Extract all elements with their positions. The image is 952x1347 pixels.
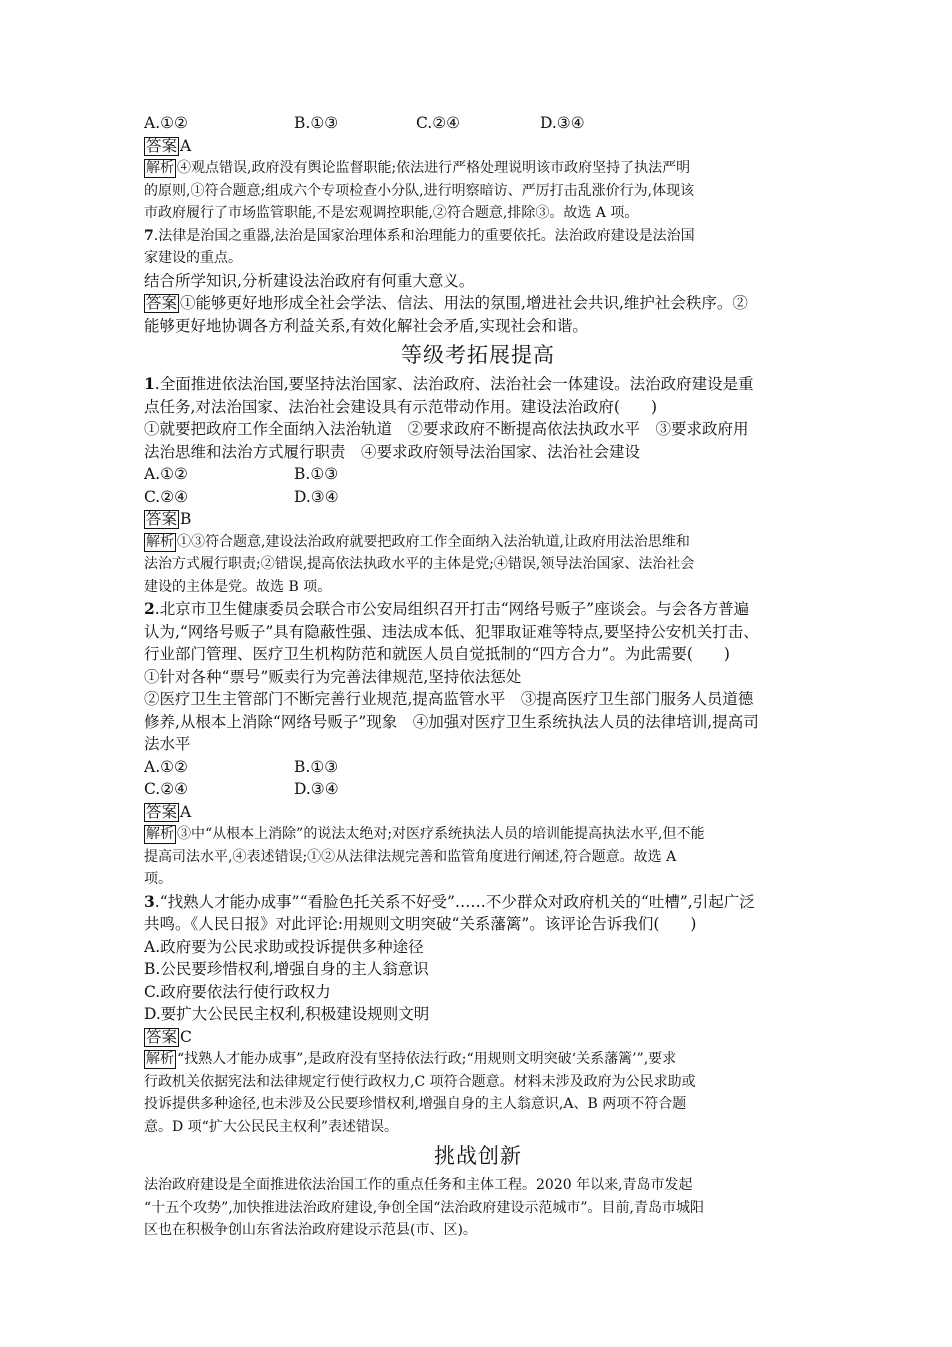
s3-stem-line: 共鸣。《人民日报》对此评论:用规则文明突破“关系藩篱”。该评论告诉我们( ) bbox=[144, 915, 697, 933]
s2-item-line: 修养,从根本上消除“网络号贩子”现象 ④加强对医疗卫生系统执法人员的法律培训,提高司 bbox=[144, 712, 759, 731]
q6-analysis-line: 的原则,①符合题意;组成六个专项检查小分队,进行明察暗访、严厉打击乱涨价行为,体现该 bbox=[144, 182, 695, 199]
s1-option-d: D.③④ bbox=[294, 487, 339, 506]
s1-analysis-line: ①③符合题意,建设法治政府就要把政府工作全面纳入法治轨道,让政府用法治思维和 bbox=[177, 533, 690, 550]
s1-stem-line: 点任务,对法治国家、法治社会建设具有示范带动作用。建设法治政府( ) bbox=[144, 397, 658, 416]
answer-label: 答案 bbox=[146, 510, 178, 528]
s2-options-row bbox=[144, 756, 812, 779]
s3-number: 3 bbox=[144, 891, 155, 911]
s1-analysis-line: 建设的主体是党。故选 B 项。 bbox=[144, 578, 332, 595]
s1-analysis-line: 法治方式履行职责;②错误,提高依法执政水平的主体是党;④错误,领导法治国家、法治社会 bbox=[144, 556, 695, 572]
analysis-label: 解析 bbox=[146, 1051, 174, 1067]
document-page bbox=[144, 112, 812, 1242]
s1-option-b: B.①③ bbox=[294, 465, 339, 483]
s2-answer bbox=[144, 801, 812, 824]
s1-stem bbox=[144, 373, 812, 396]
answer-label: 答案 bbox=[146, 294, 178, 312]
q7-stem-line: .法律是治国之重器,法治是国家治理体系和治理能力的重要依托。法治政府建设是法治国 bbox=[153, 227, 695, 244]
s3-analysis-line: 意。D 项“扩大公民民主权利”表述错误。 bbox=[144, 1118, 398, 1135]
answer-label: 答案 bbox=[146, 136, 178, 155]
q6-option-c: C.②④ bbox=[416, 114, 461, 132]
q7-answer bbox=[144, 292, 812, 315]
s2-option-a: A.①② bbox=[144, 757, 188, 776]
q6-analysis-line: 市政府履行了市场监管职能,不是宏观调控职能,②符合题意,排除③。故选 A 项。 bbox=[144, 205, 639, 221]
s2-options-row bbox=[144, 778, 812, 801]
q6-answer bbox=[144, 135, 812, 158]
analysis-label: 解析 bbox=[146, 160, 174, 176]
section-title-extension: 等级考拓展提高 bbox=[401, 343, 555, 367]
s2-item-line: ②医疗卫生主管部门不断完善行业规范,提高监管水平 ③提高医疗卫生部门服务人员道德 bbox=[144, 690, 754, 708]
answer-label: 答案 bbox=[146, 1027, 178, 1046]
s3-answer bbox=[144, 1026, 812, 1049]
analysis-label: 解析 bbox=[146, 533, 174, 550]
answer-label: 答案 bbox=[146, 802, 178, 821]
s1-option-a: A.①② bbox=[144, 465, 188, 483]
q7-answer-line: ①能够更好地形成全社会学法、信法、用法的氛围,增进社会共识,维护社会秩序。② bbox=[180, 294, 748, 312]
s2-stem bbox=[144, 598, 812, 621]
q6-analysis bbox=[144, 157, 812, 180]
challenge-line: “十五个攻势”,加快推进法治政府建设,争创全国“法治政府建设示范城市”。目前,青岛市城阳 bbox=[144, 1199, 704, 1216]
s2-item-line: ①针对各种“票号”贩卖行为完善法律规范,坚持依法惩处 bbox=[144, 667, 522, 686]
s3-option-c: C.政府要依法行使行政权力 bbox=[144, 982, 331, 1001]
s2-option-c: C.②④ bbox=[144, 780, 189, 798]
s1-options-row bbox=[144, 463, 812, 486]
s1-item-line: 法治思维和法治方式履行职责 ④要求政府领导法治国家、法治社会建设 bbox=[144, 442, 641, 461]
s2-stem-line: 认为,“网络号贩子”具有隐蔽性强、违法成本低、犯罪取证难等特点,要坚持公安机关打击、 bbox=[144, 622, 759, 641]
q6-option-d: D.③④ bbox=[540, 114, 585, 132]
s2-analysis-line: ③中“从根本上消除”的说法太绝对;对医疗系统执法人员的培训能提高执法水平,但不能 bbox=[177, 826, 705, 842]
s1-item-line: ①就要把政府工作全面纳入法治轨道 ②要求政府不断提高依法执政水平 ③要求政府用 bbox=[144, 420, 749, 438]
s2-analysis-line: 提高司法水平,④表述错误;①②从法律法规完善和监管角度进行阐述,符合题意。故选 A bbox=[144, 848, 677, 865]
q6-option-a: A.①② bbox=[144, 114, 188, 132]
s3-stem bbox=[144, 891, 812, 914]
q6-answer-value: A bbox=[180, 136, 192, 155]
s1-number: 1 bbox=[144, 374, 155, 393]
q7-question: 结合所学知识,分析建设法治政府有何重大意义。 bbox=[144, 271, 475, 290]
s3-answer-value: C bbox=[180, 1027, 192, 1046]
s1-option-c: C.②④ bbox=[144, 487, 189, 506]
s2-analysis-line: 项。 bbox=[144, 871, 172, 887]
s3-analysis-line: 投诉提供多种途径,也未涉及公民要珍惜权利,增强自身的主人翁意识,A、B 两项不符合题 bbox=[144, 1096, 687, 1112]
s3-option-a: A.政府要为公民求助或投诉提供多种途径 bbox=[144, 937, 424, 956]
s1-answer-value: B bbox=[180, 510, 192, 528]
s2-number: 2 bbox=[144, 599, 155, 618]
analysis-label: 解析 bbox=[146, 826, 174, 842]
s2-item-line: 法水平 bbox=[144, 735, 191, 753]
q7-stem-line: 家建设的重点。 bbox=[144, 250, 242, 266]
s2-option-b: B.①③ bbox=[294, 757, 339, 776]
s2-answer-value: A bbox=[180, 802, 192, 821]
s2-stem-line: 行业部门管理、医疗卫生机构防范和就医人员自觉抵制的“四方合力”。为此需要( ) bbox=[144, 645, 730, 663]
s3-analysis-line: 行政机关依据宪法和法律规定行使行政权力,C 项符合题意。材料未涉及政府为公民求助或 bbox=[144, 1073, 696, 1090]
s2-analysis bbox=[144, 823, 812, 846]
section-title-challenge: 挑战创新 bbox=[434, 1144, 522, 1168]
q6-analysis-line: ④观点错误,政府没有舆论监督职能;依法进行严格处理说明该市政府坚持了执法严明 bbox=[177, 160, 691, 176]
s1-stem-line: .全面推进依法治国,要坚持法治国家、法治政府、法治社会一体建设。法治政府建设是重 bbox=[154, 375, 754, 393]
challenge-line: 法治政府建设是全面推进依法治国工作的重点任务和主体工程。2020 年以来,青岛市发起 bbox=[144, 1177, 693, 1193]
q7-stem bbox=[144, 225, 812, 248]
s3-stem-line: .“找熟人才能办成事”“看脸色托关系不好受”……不少群众对政府机关的“吐槽”,引起广泛 bbox=[154, 892, 755, 911]
s3-analysis bbox=[144, 1048, 812, 1071]
s1-answer bbox=[144, 508, 812, 531]
s1-analysis bbox=[144, 531, 812, 554]
q6-option-b: B.①③ bbox=[294, 114, 339, 132]
q7-number: 7 bbox=[144, 227, 154, 244]
s3-analysis-line: “找熟人才能办成事”,是政府没有坚持依法行政;“用规则文明突破‘关系藩篱’”,要求 bbox=[177, 1051, 677, 1067]
s1-options-row bbox=[144, 486, 812, 509]
q7-answer-line: 能够更好地协调各方利益关系,有效化解社会矛盾,实现社会和谐。 bbox=[144, 316, 588, 335]
challenge-line: 区也在积极争创山东省法治政府建设示范县(市、区)。 bbox=[144, 1222, 477, 1238]
q6-options bbox=[144, 112, 812, 135]
s3-option-b: B.公民要珍惜权利,增强自身的主人翁意识 bbox=[144, 960, 429, 978]
s2-option-d: D.③④ bbox=[294, 780, 339, 798]
s2-stem-line: .北京市卫生健康委员会联合市公安局组织召开打击“网络号贩子”座谈会。与会各方普遍 bbox=[154, 600, 750, 618]
s3-option-d: D.要扩大公民民主权利,积极建设规则文明 bbox=[144, 1005, 430, 1023]
